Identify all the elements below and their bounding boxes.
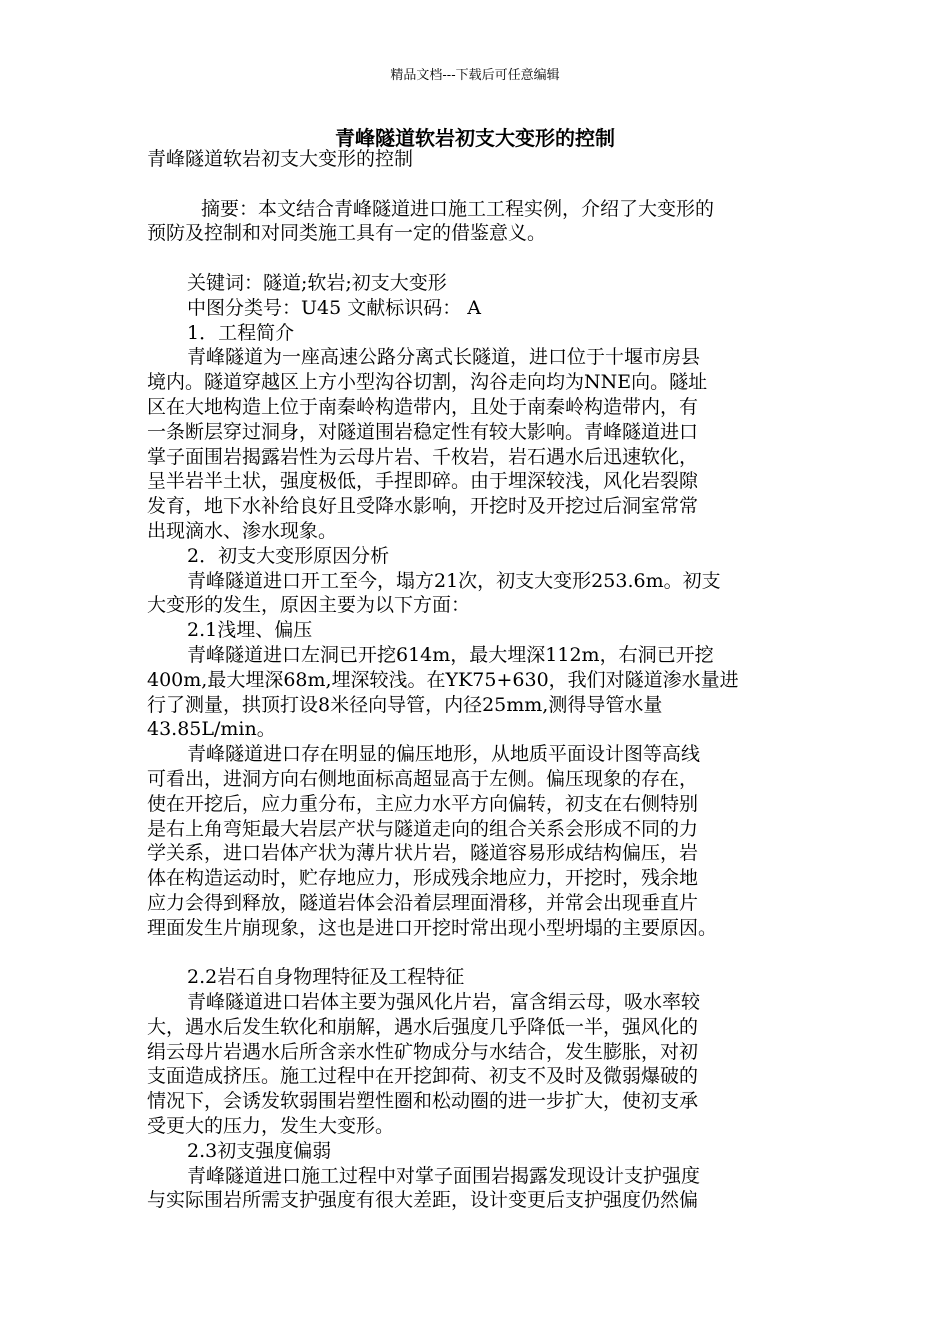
- blank-line: [147, 941, 817, 966]
- keywords-line: 关键词：隧道;软岩;初支大变形: [187, 271, 447, 294]
- paragraph-line: 是右上角弯矩最大岩层产状与隧道走向的组合关系会形成不同的力: [147, 817, 699, 840]
- paragraph-line: 400m,最大埋深68m,埋深较浅。在YK75+630，我们对隧道渗水量进: [147, 668, 739, 691]
- paragraph-line: 受更大的压力，发生大变形。: [147, 1115, 395, 1138]
- paragraph-line: 青峰隧道进口施工过程中对掌子面围岩揭露发现设计支护强度: [187, 1164, 701, 1187]
- abstract-line: 预防及控制和对同类施工具有一定的借鉴意义。: [147, 222, 547, 245]
- paragraph-line: 大变形的发生，原因主要为以下方面：: [147, 594, 471, 617]
- paragraph-line: 绢云母片岩遇水后所含亲水性矿物成分与水结合，发生膨胀，对初: [147, 1040, 699, 1063]
- paragraph-line: 大，遇水后发生软化和崩解，遇水后强度几乎降低一半，强风化的: [147, 1015, 699, 1038]
- section-heading: 2．初支大变形原因分析: [187, 544, 390, 567]
- paragraph-line: 呈半岩半土状，强度极低，手捏即碎。由于埋深较浅，风化岩裂隙: [147, 470, 699, 493]
- document-body: [147, 147, 817, 1213]
- paragraph-line: 情况下，会诱发软弱围岩塑性圈和松动圈的进一步扩大，使初支承: [147, 1090, 699, 1113]
- document-title: 青峰隧道软岩初支大变形的控制: [335, 126, 615, 150]
- subsection-heading: 2.1浅埋、偏压: [187, 619, 313, 642]
- abstract-line: 摘要：本文结合青峰隧道进口施工工程实例，介绍了大变形的: [201, 197, 715, 220]
- paragraph-line: 理面发生片崩现象，这也是进口开挖时常出现小型坍塌的主要原因。: [147, 916, 718, 939]
- paragraph-line: 发育，地下水补给良好且受降水影响，开挖时及开挖过后洞室常常: [147, 495, 699, 518]
- paragraph-line: 出现滴水、渗水现象。: [147, 519, 338, 542]
- paragraph-line: 43.85L/min。: [147, 718, 276, 741]
- paragraph-line: 青峰隧道进口岩体主要为强风化片岩，富含绢云母，吸水率较: [187, 991, 701, 1014]
- paragraph-line: 体在构造运动时，贮存地应力，形成残余地应力，开挖时，残余地: [147, 867, 699, 890]
- paragraph-line: 青峰隧道进口存在明显的偏压地形，从地质平面设计图等高线: [187, 743, 701, 766]
- paragraph-line: 青峰隧道进口左洞已开挖614m，最大埋深112m，右洞已开挖: [187, 643, 714, 666]
- blank-line: [147, 246, 817, 271]
- paragraph-line: 支面造成挤压。施工过程中在开挖卸荷、初支不及时及微弱爆破的: [147, 1065, 699, 1088]
- paragraph-line: 掌子面围岩揭露岩性为云母片岩、千枚岩，岩石遇水后迅速软化，: [147, 445, 699, 468]
- paragraph-line: 青峰隧道进口开工至今，塌方21次，初支大变形253.6m。初支: [187, 569, 721, 592]
- paragraph-line: 青峰隧道为一座高速公路分离式长隧道，进口位于十堰市房县: [187, 346, 701, 369]
- paragraph-line: 行了测量，拱顶打设8米径向导管，内径25mm,测得导管水量: [147, 693, 663, 716]
- paragraph-line: 应力会得到释放，隧道岩体会沿着层理面滑移，并常会出现垂直片: [147, 891, 699, 914]
- paragraph-line: 使在开挖后，应力重分布，主应力水平方向偏转，初支在右侧特别: [147, 792, 699, 815]
- paragraph-line: 可看出，进洞方向右侧地面标高超显高于左侧。偏压现象的存在，: [147, 767, 699, 790]
- blank-line: [147, 172, 817, 197]
- page-header: 精品文档---下载后可任意编辑: [390, 68, 560, 83]
- subtitle-line: 青峰隧道软岩初支大变形的控制: [147, 148, 414, 170]
- subsection-heading: 2.3初支强度偏弱: [187, 1139, 332, 1162]
- section-heading: 1．工程简介: [187, 321, 295, 344]
- paragraph-line: 区在大地构造上位于南秦岭构造带内，且处于南秦岭构造带内，有: [147, 395, 699, 418]
- paragraph-line: 一条断层穿过洞身，对隧道围岩稳定性有较大影响。青峰隧道进口: [147, 420, 699, 443]
- subsection-heading: 2.2岩石自身物理特征及工程特征: [187, 966, 465, 989]
- classification-line: 中图分类号：U45 文献标识码： A: [187, 296, 481, 319]
- paragraph-line: 与实际围岩所需支护强度有很大差距，设计变更后支护强度仍然偏: [147, 1189, 699, 1212]
- paragraph-line: 学关系，进口岩体产状为薄片状片岩，隧道容易形成结构偏压，岩: [147, 842, 699, 865]
- paragraph-line: 境内。隧道穿越区上方小型沟谷切割，沟谷走向均为NNE向。隧址: [147, 371, 708, 394]
